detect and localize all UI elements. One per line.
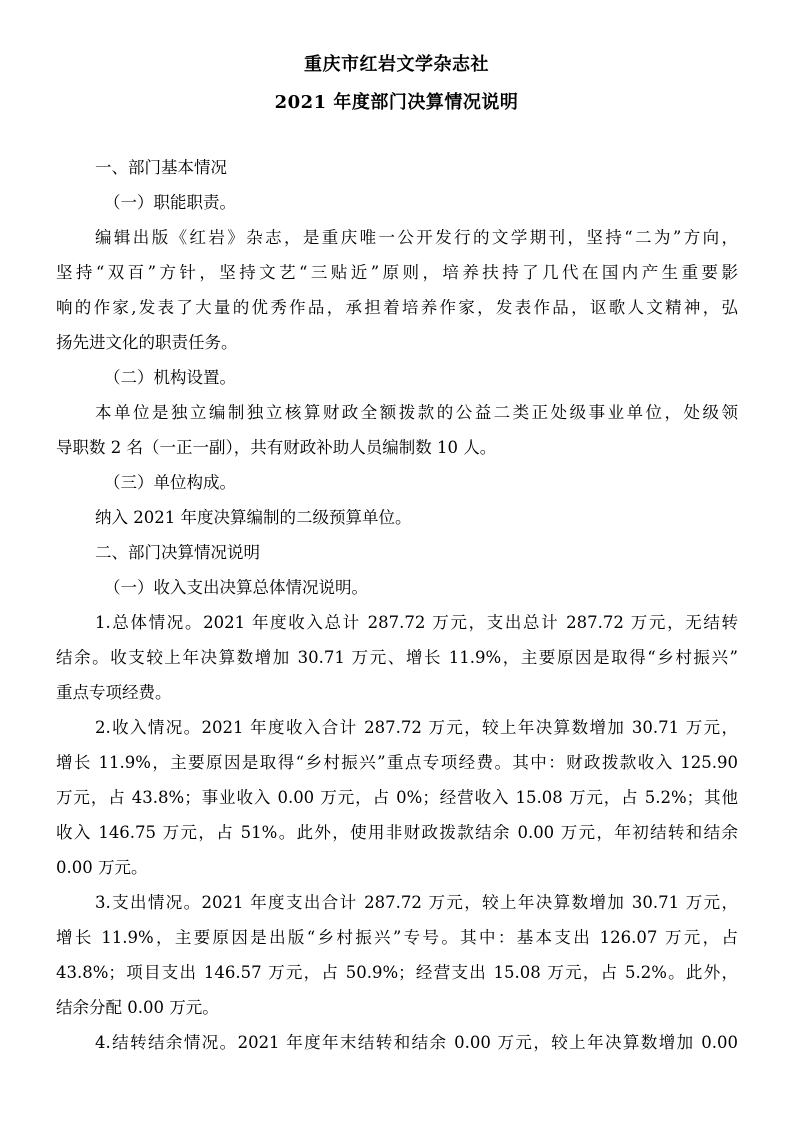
document-subtitle: 2021 年度部门决算情况说明 bbox=[274, 92, 519, 113]
subsection-heading: （一）职能职责。 bbox=[104, 193, 236, 212]
paragraph-line: 坚持“双百”方针，坚持文艺“三贴近”原则，培养扶持了几代在国内产生重要影 bbox=[56, 263, 738, 282]
paragraph-line: 增长 11.9%，主要原因是出版“乡村振兴”专号。其中：基本支出 126.07 万元，占 bbox=[56, 928, 738, 947]
paragraph-line: 4.结转结余情况。2021 年度年末结转和结余 0.00 万元，较上年决算数增加 0.00 bbox=[95, 1033, 738, 1052]
paragraph-line: 扬先进文化的职责任务。 bbox=[56, 333, 238, 352]
section-heading-1: 一、部门基本情况 bbox=[95, 158, 227, 177]
subsection-heading: （二）机构设置。 bbox=[104, 368, 236, 387]
paragraph-line: 万元，占 43.8%；事业收入 0.00 万元，占 0%；经营收入 15.08 万元，占 5.2%；其他 bbox=[56, 788, 738, 807]
paragraph-line: 43.8%；项目支出 146.57 万元，占 50.9%；经营支出 15.08 万元，占 5.2%。此外， bbox=[56, 963, 738, 982]
paragraph-line: 编辑出版《红岩》杂志，是重庆唯一公开发行的文学期刊，坚持“二为”方向， bbox=[95, 228, 738, 247]
paragraph-line: 1.总体情况。2021 年度收入总计 287.72 万元，支出总计 287.72 万元，无结转 bbox=[95, 613, 738, 632]
paragraph-line: 本单位是独立编制独立核算财政全额拨款的公益二类正处级事业单位，处级领 bbox=[95, 403, 738, 422]
paragraph-line: 响的作家,发表了大量的优秀作品，承担着培养作家，发表作品，讴歌人文精神，弘 bbox=[56, 298, 738, 317]
paragraph-line: 纳入 2021 年度决算编制的二级预算单位。 bbox=[95, 508, 412, 527]
document-title: 重庆市红岩文学杂志社 bbox=[304, 54, 489, 75]
section-heading-2: 二、部门决算情况说明 bbox=[95, 543, 260, 562]
paragraph-line: 导职数 2 名（一正一副），共有财政补助人员编制数 10 人。 bbox=[56, 438, 497, 457]
paragraph-line: 0.00 万元。 bbox=[56, 858, 148, 877]
paragraph-line: 增长 11.9%，主要原因是取得“乡村振兴”重点专项经费。其中：财政拨款收入 125.90 bbox=[56, 753, 738, 772]
subsection-heading: （三）单位构成。 bbox=[104, 473, 236, 492]
paragraph-line: 重点专项经费。 bbox=[56, 683, 172, 702]
paragraph-line: 结余。收支较上年决算数增加 30.71 万元、增长 11.9%，主要原因是取得“乡村振兴” bbox=[56, 648, 738, 667]
subsection-heading: （一）收入支出决算总体情况说明。 bbox=[104, 578, 368, 597]
paragraph-line: 3.支出情况。2021 年度支出合计 287.72 万元，较上年决算数增加 30.71 万元， bbox=[95, 893, 738, 912]
paragraph-line: 2.收入情况。2021 年度收入合计 287.72 万元，较上年决算数增加 30.71 万元， bbox=[95, 718, 738, 737]
paragraph-line: 结余分配 0.00 万元。 bbox=[56, 998, 219, 1017]
paragraph-line: 收入 146.75 万元，占 51%。此外，使用非财政拨款结余 0.00 万元，年初结转和结余 bbox=[56, 823, 738, 842]
